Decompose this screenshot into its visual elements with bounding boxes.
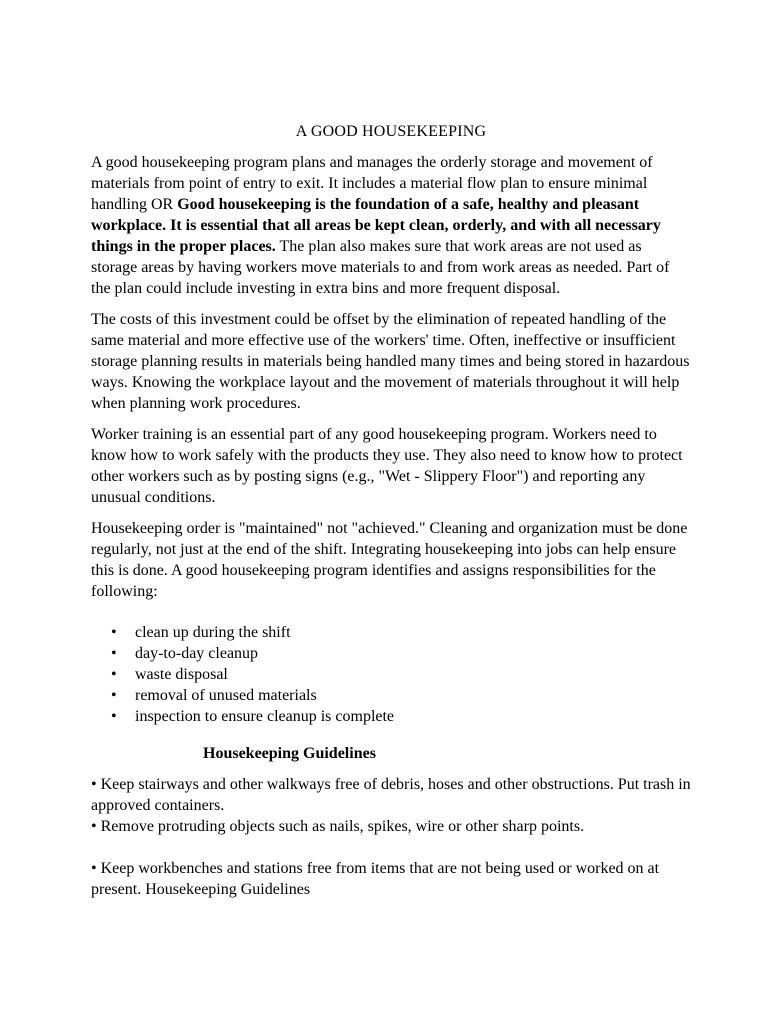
list-item bbox=[91, 664, 691, 685]
list-item bbox=[91, 685, 691, 706]
bullet-icon: • bbox=[111, 624, 117, 641]
paragraph-intro bbox=[91, 152, 691, 299]
guideline-protruding-objects: • Remove protruding objects such as nails, spikes, wire or other sharp points. bbox=[91, 818, 585, 835]
paragraph-intro-part1: A good housekeeping program plans and manages the orderly storage and movement of materials from point of entry to exit. It includes a material flow plan to ensure minimal handling OR bbox=[91, 154, 653, 213]
bullet-icon: • bbox=[111, 708, 117, 725]
list-item-text: clean up during the shift bbox=[135, 624, 291, 641]
list-item bbox=[91, 622, 691, 643]
list-item bbox=[91, 706, 691, 727]
bullet-icon: • bbox=[111, 666, 117, 683]
list-item bbox=[91, 643, 691, 664]
list-item-text: day-to-day cleanup bbox=[135, 645, 259, 662]
guidelines-heading: Housekeeping Guidelines bbox=[203, 745, 376, 762]
document-title: A GOOD HOUSEKEEPING bbox=[295, 123, 487, 140]
guideline-workbenches: • Keep workbenches and stations free from items that are not being used or worked on at present. Housekeeping Guidelines bbox=[91, 860, 660, 898]
paragraph-training: Worker training is an essential part of any good housekeeping program. Workers need to know how to work safely with the products they use. They also need to know how to protect other workers such as by posting signs (e.g., "Wet - Slippery Floor") and reporting any unusual conditions. bbox=[91, 426, 683, 506]
list-item-text: waste disposal bbox=[135, 666, 228, 683]
list-item-text: inspection to ensure cleanup is complete bbox=[135, 708, 395, 725]
paragraph-intro-part2: The plan also makes sure that work areas are not used as storage areas by having workers move materials to and from work areas as needed. Part of the plan could include investing in extra bins and more frequent disposal. bbox=[91, 238, 670, 297]
bullet-icon: • bbox=[111, 687, 117, 704]
bullet-icon: • bbox=[111, 645, 117, 662]
paragraph-costs: The costs of this investment could be offset by the elimination of repeated handling of the same material and more effective use of the workers' time. Often, ineffective or insufficient storage planning results in materials being handled many times and being stored in hazardous ways. Knowing the workplace layout and the movement of materials throughout it will help when planning work procedures. bbox=[91, 311, 690, 412]
paragraph-intro-bold: Good housekeeping is the foundation of a safe, healthy and pleasant workplace. It is essential that all areas be kept clean, orderly, and with all necessary things in the proper places. bbox=[91, 196, 661, 255]
list-item-text: removal of unused materials bbox=[135, 687, 317, 704]
guideline-walkways: • Keep stairways and other walkways free of debris, hoses and other obstructions. Put trash in approved containers. bbox=[91, 776, 691, 814]
paragraph-order: Housekeeping order is "maintained" not "achieved." Cleaning and organization must be done regularly, not just at the end of the shift. Integrating housekeeping into jobs can help ensure this is done. A good housekeeping program identifies and assigns responsibilities for the following: bbox=[91, 520, 688, 600]
document-body bbox=[91, 121, 691, 900]
responsibilities-list bbox=[91, 622, 691, 727]
spacer bbox=[91, 837, 691, 858]
